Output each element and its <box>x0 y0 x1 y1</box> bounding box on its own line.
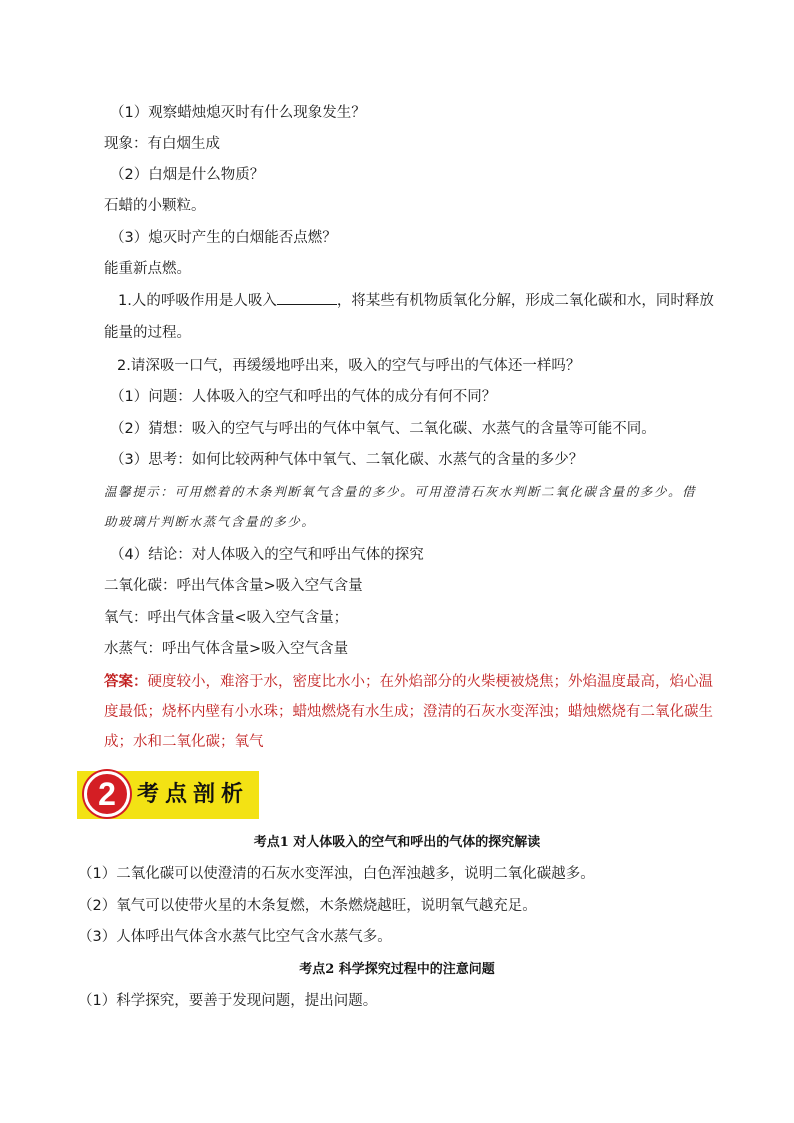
section-banner <box>77 771 259 819</box>
answer-label: 答案： <box>104 674 148 690</box>
answer-block <box>104 667 724 757</box>
item-1-text-after: ，将某些有机物质氧化分解，形成二氧化碳和水，同时释放能量的过程。 <box>104 293 714 341</box>
conclusion-o2: 氧气：呼出气体含量<吸入空气含量； <box>104 610 349 626</box>
item-1-text-before: 1.人的呼吸作用是人吸入 <box>118 293 277 309</box>
answer-2: 石蜡的小颗粒。 <box>104 198 206 214</box>
answer-text: 硬度较小，难溶于水，密度比水小；在外焰部分的火柴梗被烧焦；外焰温度最高，焰心温度最低；烧杯内壁有小水珠；蜡烛燃烧有水生成；澄清的石灰水变浑浊；蜡烛燃烧有二氧化碳生成；水和二氧化碳；氧气 <box>104 674 713 750</box>
kaodian-1-point-3: （3）人体呼出气体含水蒸气比空气含水蒸气多。 <box>78 929 392 945</box>
section-number-badge: 2 <box>84 771 130 817</box>
kaodian-1-title: 考点1 对人体吸入的空气和呼出的气体的探究解读 <box>253 835 541 850</box>
question-3: （3）熄灭时产生的白烟能否点燃？ <box>110 230 337 246</box>
item-1-paragraph <box>104 285 724 349</box>
kaodian-1-point-1: （1）二氧化碳可以使澄清的石灰水变浑浊，白色浑浊越多，说明二氧化碳越多。 <box>78 866 595 882</box>
conclusion-h2o: 水蒸气：呼出气体含量>吸入空气含量 <box>104 641 349 657</box>
hint-text: 温馨提示：可用燃着的木条判断氧气含量的多少。可用澄清石灰水判断二氧化碳含量的多少。借助玻璃片判断水蒸气含量的多少。 <box>104 484 697 529</box>
kaodian-2-title: 考点2 科学探究过程中的注意问题 <box>299 962 495 977</box>
item-2-title: 2.请深吸一口气，再缓缓地呼出来，吸入的空气与呼出的气体还一样吗？ <box>117 358 581 374</box>
item-2-problem: （1）问题：人体吸入的空气和呼出的气体的成分有何不同？ <box>110 389 497 405</box>
question-1: （1）观察蜡烛熄灭时有什么现象发生？ <box>110 105 366 121</box>
kaodian-1-point-2: （2）氧气可以使带火星的木条复燃，木条燃烧越旺，说明氧气越充足。 <box>78 898 537 914</box>
section-title: 考点剖析 <box>137 782 250 807</box>
item-2-guess: （2）猜想：吸入的空气与呼出的气体中氧气、二氧化碳、水蒸气的含量等可能不同。 <box>110 421 656 437</box>
question-2: （2）白烟是什么物质？ <box>110 167 265 183</box>
answer-3: 能重新点燃。 <box>104 261 191 277</box>
fill-in-blank <box>277 290 337 305</box>
item-2-think: （3）思考：如何比较两种气体中氧气、二氧化碳、水蒸气的含量的多少？ <box>110 452 584 468</box>
answer-1: 现象：有白烟生成 <box>104 136 220 152</box>
kaodian-2-point-1: （1）科学探究，要善于发现问题，提出问题。 <box>78 993 378 1009</box>
conclusion-co2: 二氧化碳：呼出气体含量>吸入空气含量 <box>104 578 363 594</box>
item-2-conclusion: （4）结论：对人体吸入的空气和呼出气体的探究 <box>110 547 424 563</box>
